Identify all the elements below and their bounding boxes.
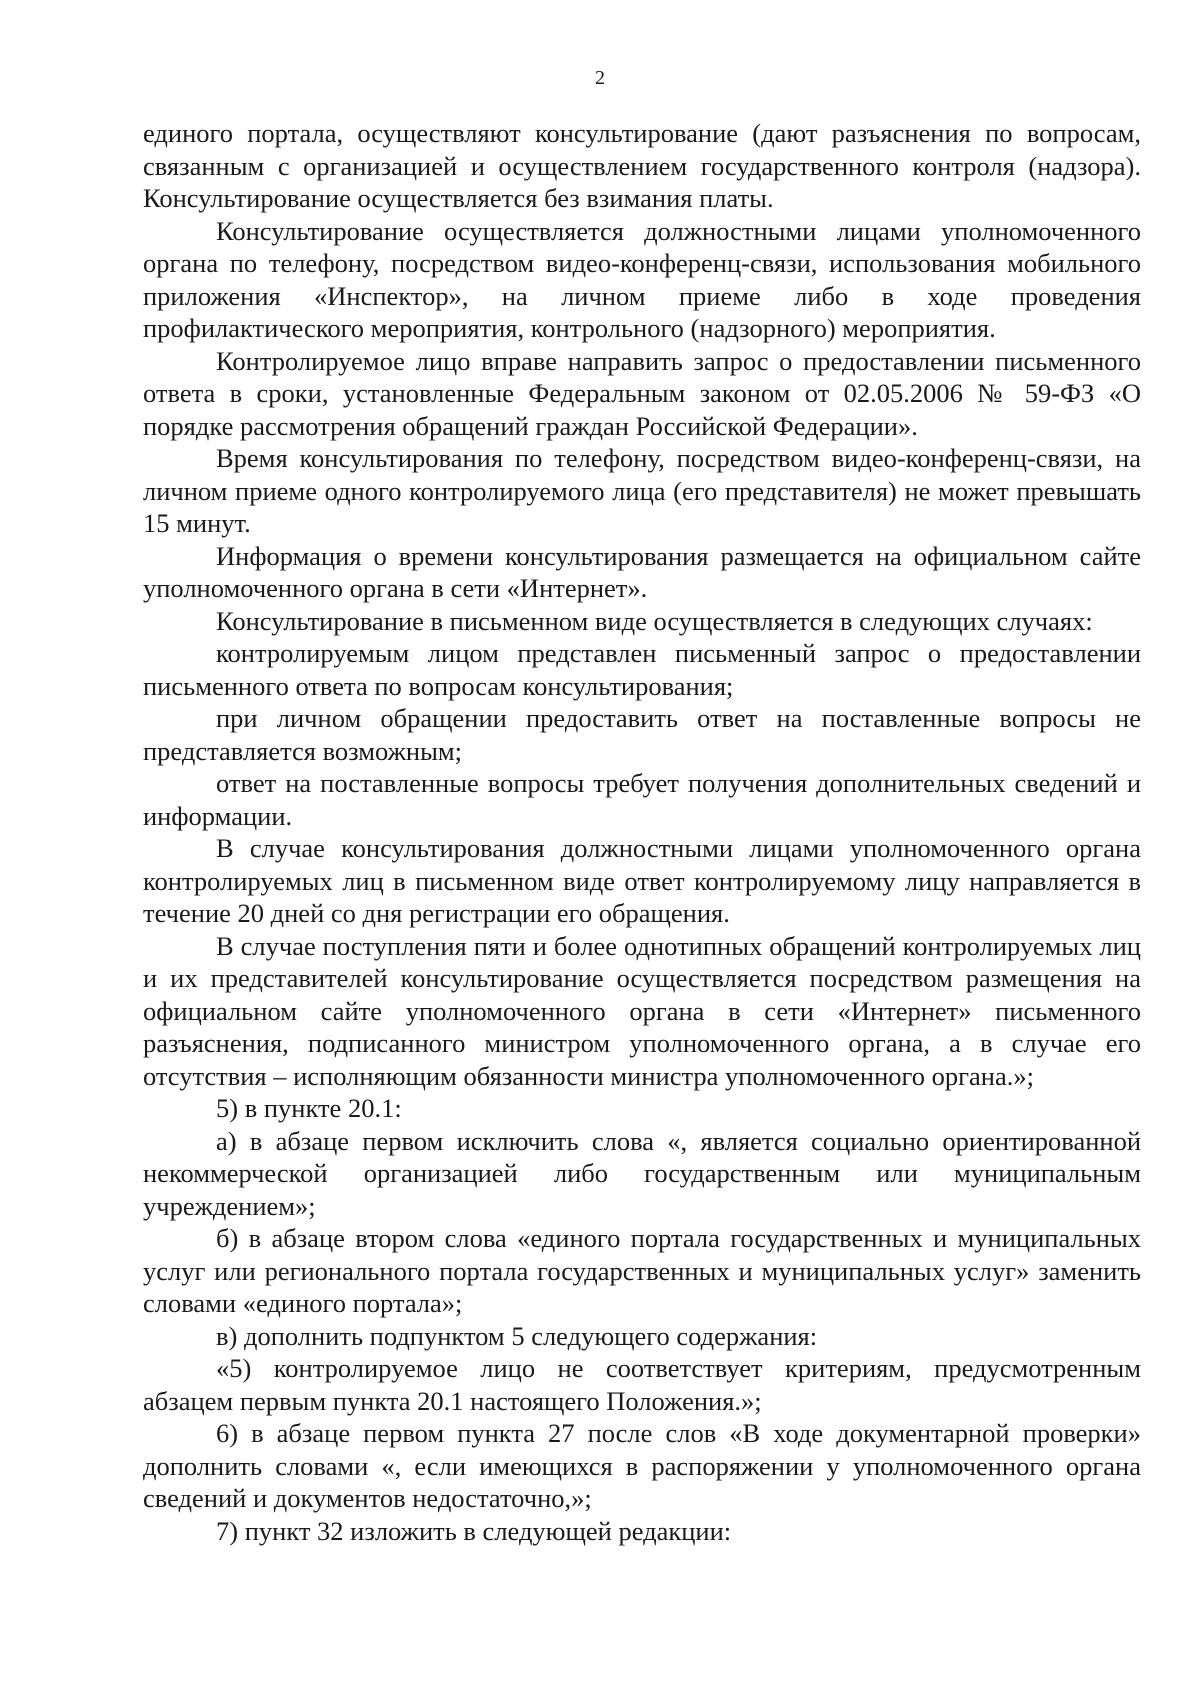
paragraph: Контролируемое лицо вправе направить запрос о предоставлении письменного ответа в сроки, установленные Федеральным законом от 02.05.2006 № 59-ФЗ «О порядке рассмотрения обращений граждан Российской Федерации». — [143, 345, 1141, 441]
paragraph: б) в абзаце втором слова «единого портала государственных и муниципальных услуг или регионального портала государственных и муниципальных услуг» заменить словами «единого портала»; — [143, 1223, 1141, 1318]
paragraph: «5) контролируемое лицо не соответствует критериям, предусмотренным абзацем первым пункта 20.1 настоящего Положения.»; — [143, 1353, 1141, 1416]
paragraph: ответ на поставленные вопросы требует получения дополнительных сведений и информации. — [143, 768, 1141, 831]
paragraph: 7) пункт 32 изложить в следующей редакции: — [216, 1515, 732, 1546]
paragraph: 5) в пункте 20.1: — [216, 1093, 402, 1123]
paragraph: Информация о времени консультирования размещается на официальном сайте уполномоченного органа в сети «Интернет». — [143, 540, 1141, 603]
paragraph: а) в абзаце первом исключить слова «, является социально ориентированной некоммерческой организацией либо государственным или муниципальным учреждением»; — [143, 1125, 1141, 1221]
paragraph: В случае консультирования должностными лицами уполномоченного органа контролируемых лиц в письменном виде ответ контролируемому лицу направляется в течение 20 дней со дня регистрации его обращения. — [143, 833, 1141, 928]
paragraph: Консультирование осуществляется должностными лицами уполномоченного органа по телефону, посредством видео-конференц-связи, использования мобильного приложения «Инспектор», на личном приеме либо в ходе проведения профилактического мероприятия, контрольного (надзорного) мероприятия. — [143, 215, 1141, 343]
page-number: 2 — [595, 67, 605, 89]
paragraph: Время консультирования по телефону, посредством видео-конференц-связи, на личном приеме одного контролируемого лица (его представителя) не может превышать 15 минут. — [143, 443, 1141, 538]
paragraph: В случае поступления пяти и более однотипных обращений контролируемых лиц и их представителей консультирование осуществляется посредством размещения на официальном сайте уполномоченного органа в сети «Интернет» письменного разъяснения, подписанного министром уполномоченного органа, а в случае его отсутствия – исполняющим обязанности министра уполномоченного органа.»; — [143, 930, 1141, 1091]
paragraph: в) дополнить подпунктом 5 следующего содержания: — [216, 1320, 818, 1351]
paragraph: Консультирование в письменном виде осуществляется в следующих случаях: — [216, 605, 1093, 636]
paragraph: контролируемым лицом представлен письменный запрос о предоставлении письменного ответа по вопросам консультирования; — [143, 638, 1141, 701]
paragraph: единого портала, осуществляют консультирование (дают разъяснения по вопросам, связанным с организацией и осуществлением государственного контроля (надзора). Консультирование осуществляется без взимания платы. — [143, 118, 1141, 213]
paragraph: 6) в абзаце первом пункта 27 после слов «В ходе документарной проверки» дополнить словами «, если имеющихся в распоряжении у уполномоченного органа сведений и документов недостаточно,»; — [143, 1418, 1141, 1513]
paragraph: при личном обращении предоставить ответ на поставленные вопросы не представляется возможным; — [143, 703, 1141, 766]
document-body — [143, 117, 1141, 1547]
